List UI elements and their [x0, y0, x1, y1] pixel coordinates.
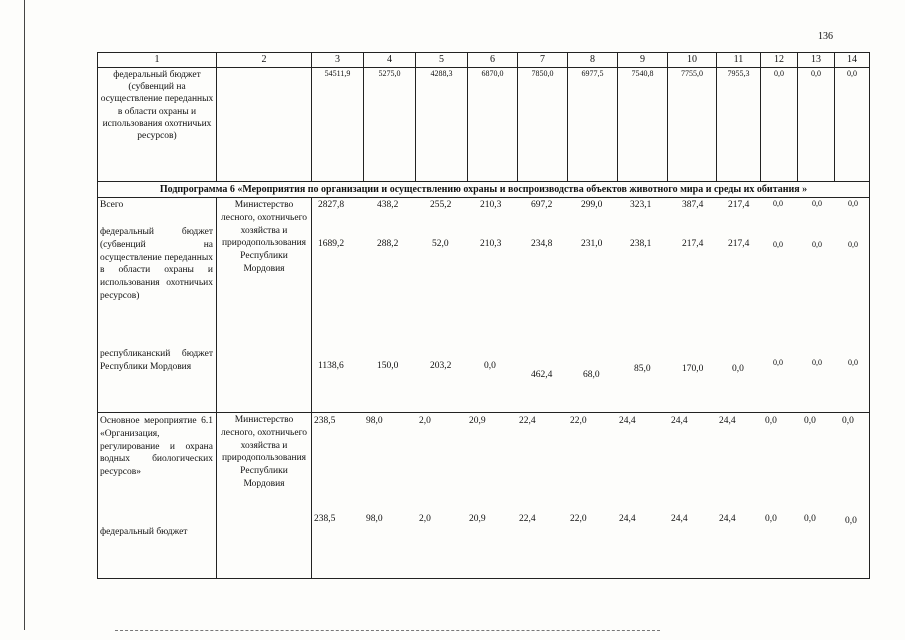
value-cell: 24,4: [671, 514, 688, 524]
value-cell: 150,0: [377, 361, 399, 371]
value-cell: 323,1: [630, 200, 652, 210]
header-cell: 12: [761, 53, 798, 68]
value-cell: 0,0: [848, 358, 858, 367]
value-cell: 7955,3: [717, 67, 761, 181]
table-row: [98, 67, 870, 181]
value-cell: 4288,3: [416, 67, 468, 181]
value-cell: 210,3: [480, 200, 502, 210]
value-cell: 203,2: [430, 361, 452, 371]
table-row: [98, 198, 870, 413]
value-cell: 0,0: [845, 516, 857, 526]
value-cell: 170,0: [682, 364, 704, 374]
header-cell: 4: [364, 53, 416, 68]
value-cell: 0,0: [804, 416, 816, 426]
value-cell: 7540,8: [618, 67, 668, 181]
value-cell: 288,2: [377, 239, 399, 249]
row-label-federal: федеральный бюджет (субвенций на осуществление переданных в области охраны и использования охотничьих ресурсов): [100, 227, 213, 302]
value-cell: 2,0: [419, 514, 431, 524]
value-cell: 0,0: [812, 240, 822, 249]
value-cell: 438,2: [377, 200, 399, 210]
value-cell: 1138,6: [318, 361, 344, 371]
value-cell: 217,4: [728, 239, 750, 249]
value-cell: 238,5: [314, 514, 336, 524]
value-cell: 22,0: [570, 514, 587, 524]
value-cell: 22,4: [519, 514, 536, 524]
value-cell: 0,0: [812, 358, 822, 367]
value-cell: 462,4: [531, 370, 553, 380]
left-margin-rule: [24, 0, 25, 630]
value-cell: 7755,0: [668, 67, 717, 181]
row-label-total: Всего: [100, 200, 124, 210]
value-cell: 0,0: [484, 361, 496, 371]
value-cell: 98,0: [366, 514, 383, 524]
value-cell: 85,0: [634, 364, 651, 374]
header-cell: 1: [98, 53, 217, 68]
subprogram-title: Подпрограмма 6 «Мероприятия по организации и осуществлению охраны и воспроизводства объектов животного мира и среды их обитания »: [98, 181, 870, 198]
value-cell: 387,4: [682, 200, 704, 210]
value-cell: 0,0: [773, 240, 783, 249]
value-cell: 0,0: [765, 514, 777, 524]
value-cell: 22,4: [519, 416, 536, 426]
subprogram-row: [98, 181, 870, 198]
value-cell: 1689,2: [318, 239, 345, 249]
value-cell: 0,0: [848, 240, 858, 249]
header-row: [98, 53, 870, 68]
header-cell: 3: [312, 53, 364, 68]
value-cell: 6977,5: [568, 67, 618, 181]
value-cell: 255,2: [430, 200, 452, 210]
header-cell: 14: [835, 53, 870, 68]
value-cell: 20,9: [469, 416, 486, 426]
value-block: [312, 413, 869, 577]
header-cell: 8: [568, 53, 618, 68]
header-cell: 7: [518, 53, 568, 68]
value-cell: 0,0: [804, 514, 816, 524]
value-cell: 0,0: [773, 358, 783, 367]
executor-cell: [217, 67, 312, 181]
page-number: 136: [818, 31, 833, 42]
value-block: [312, 198, 869, 411]
value-cell: 22,0: [570, 416, 587, 426]
value-cell: 238,5: [314, 416, 336, 426]
row-label-federal: федеральный бюджет: [100, 527, 188, 537]
value-cell: 24,4: [719, 514, 736, 524]
value-cell: 5275,0: [364, 67, 416, 181]
value-cell: 68,0: [583, 370, 600, 380]
value-cell: 217,4: [728, 200, 750, 210]
value-cell: 0,0: [798, 67, 835, 181]
value-cell: 7850,0: [518, 67, 568, 181]
header-cell: 10: [668, 53, 717, 68]
header-cell: 2: [217, 53, 312, 68]
value-cell: 24,4: [719, 416, 736, 426]
value-cell: 2,0: [419, 416, 431, 426]
value-cell: 231,0: [581, 239, 603, 249]
header-cell: 9: [618, 53, 668, 68]
header-cell: 11: [717, 53, 761, 68]
value-cell: 0,0: [848, 199, 858, 208]
value-cell: 6870,0: [468, 67, 518, 181]
value-cell: 24,4: [619, 514, 636, 524]
bottom-dashed-line: [115, 630, 660, 631]
value-cell: 24,4: [619, 416, 636, 426]
header-cell: 6: [468, 53, 518, 68]
executor-cell: Министерство лесного, охотничьего хозяйства и природопользования Республики Мордовия: [217, 198, 312, 413]
value-cell: 210,3: [480, 239, 502, 249]
value-cell: 299,0: [581, 200, 603, 210]
value-cell: 0,0: [773, 199, 783, 208]
value-cell: 52,0: [432, 239, 449, 249]
header-cell: 5: [416, 53, 468, 68]
value-cell: 217,4: [682, 239, 704, 249]
executor-cell: Министерство лесного, охотничьего хозяйства и природопользования Республики Мордовия: [217, 413, 312, 579]
value-cell: 234,8: [531, 239, 553, 249]
value-cell: 697,2: [531, 200, 553, 210]
value-cell: 0,0: [812, 199, 822, 208]
value-cell: 98,0: [366, 416, 383, 426]
row-label-measure: Основное мероприятие 6.1 «Организация, регулирование и охрана водных биологических ресурсов»: [100, 416, 213, 478]
row-label-republic: республиканский бюджет Республики Мордовия: [100, 349, 213, 372]
table-row: [98, 413, 870, 579]
value-cell: 0,0: [835, 67, 870, 181]
row-description: федеральный бюджет (субвенций на осуществление переданных в области охраны и использования охотничьих ресурсов): [98, 67, 217, 181]
value-cell: 0,0: [765, 416, 777, 426]
value-cell: 20,9: [469, 514, 486, 524]
value-cell: 2827,8: [318, 200, 345, 210]
header-cell: 13: [798, 53, 835, 68]
budget-table: [97, 52, 870, 579]
value-cell: 54511,9: [312, 67, 364, 181]
value-cell: 0,0: [761, 67, 798, 181]
value-cell: 238,1: [630, 239, 652, 249]
value-cell: 24,4: [671, 416, 688, 426]
value-cell: 0,0: [732, 364, 744, 374]
value-cell: 0,0: [842, 416, 854, 426]
